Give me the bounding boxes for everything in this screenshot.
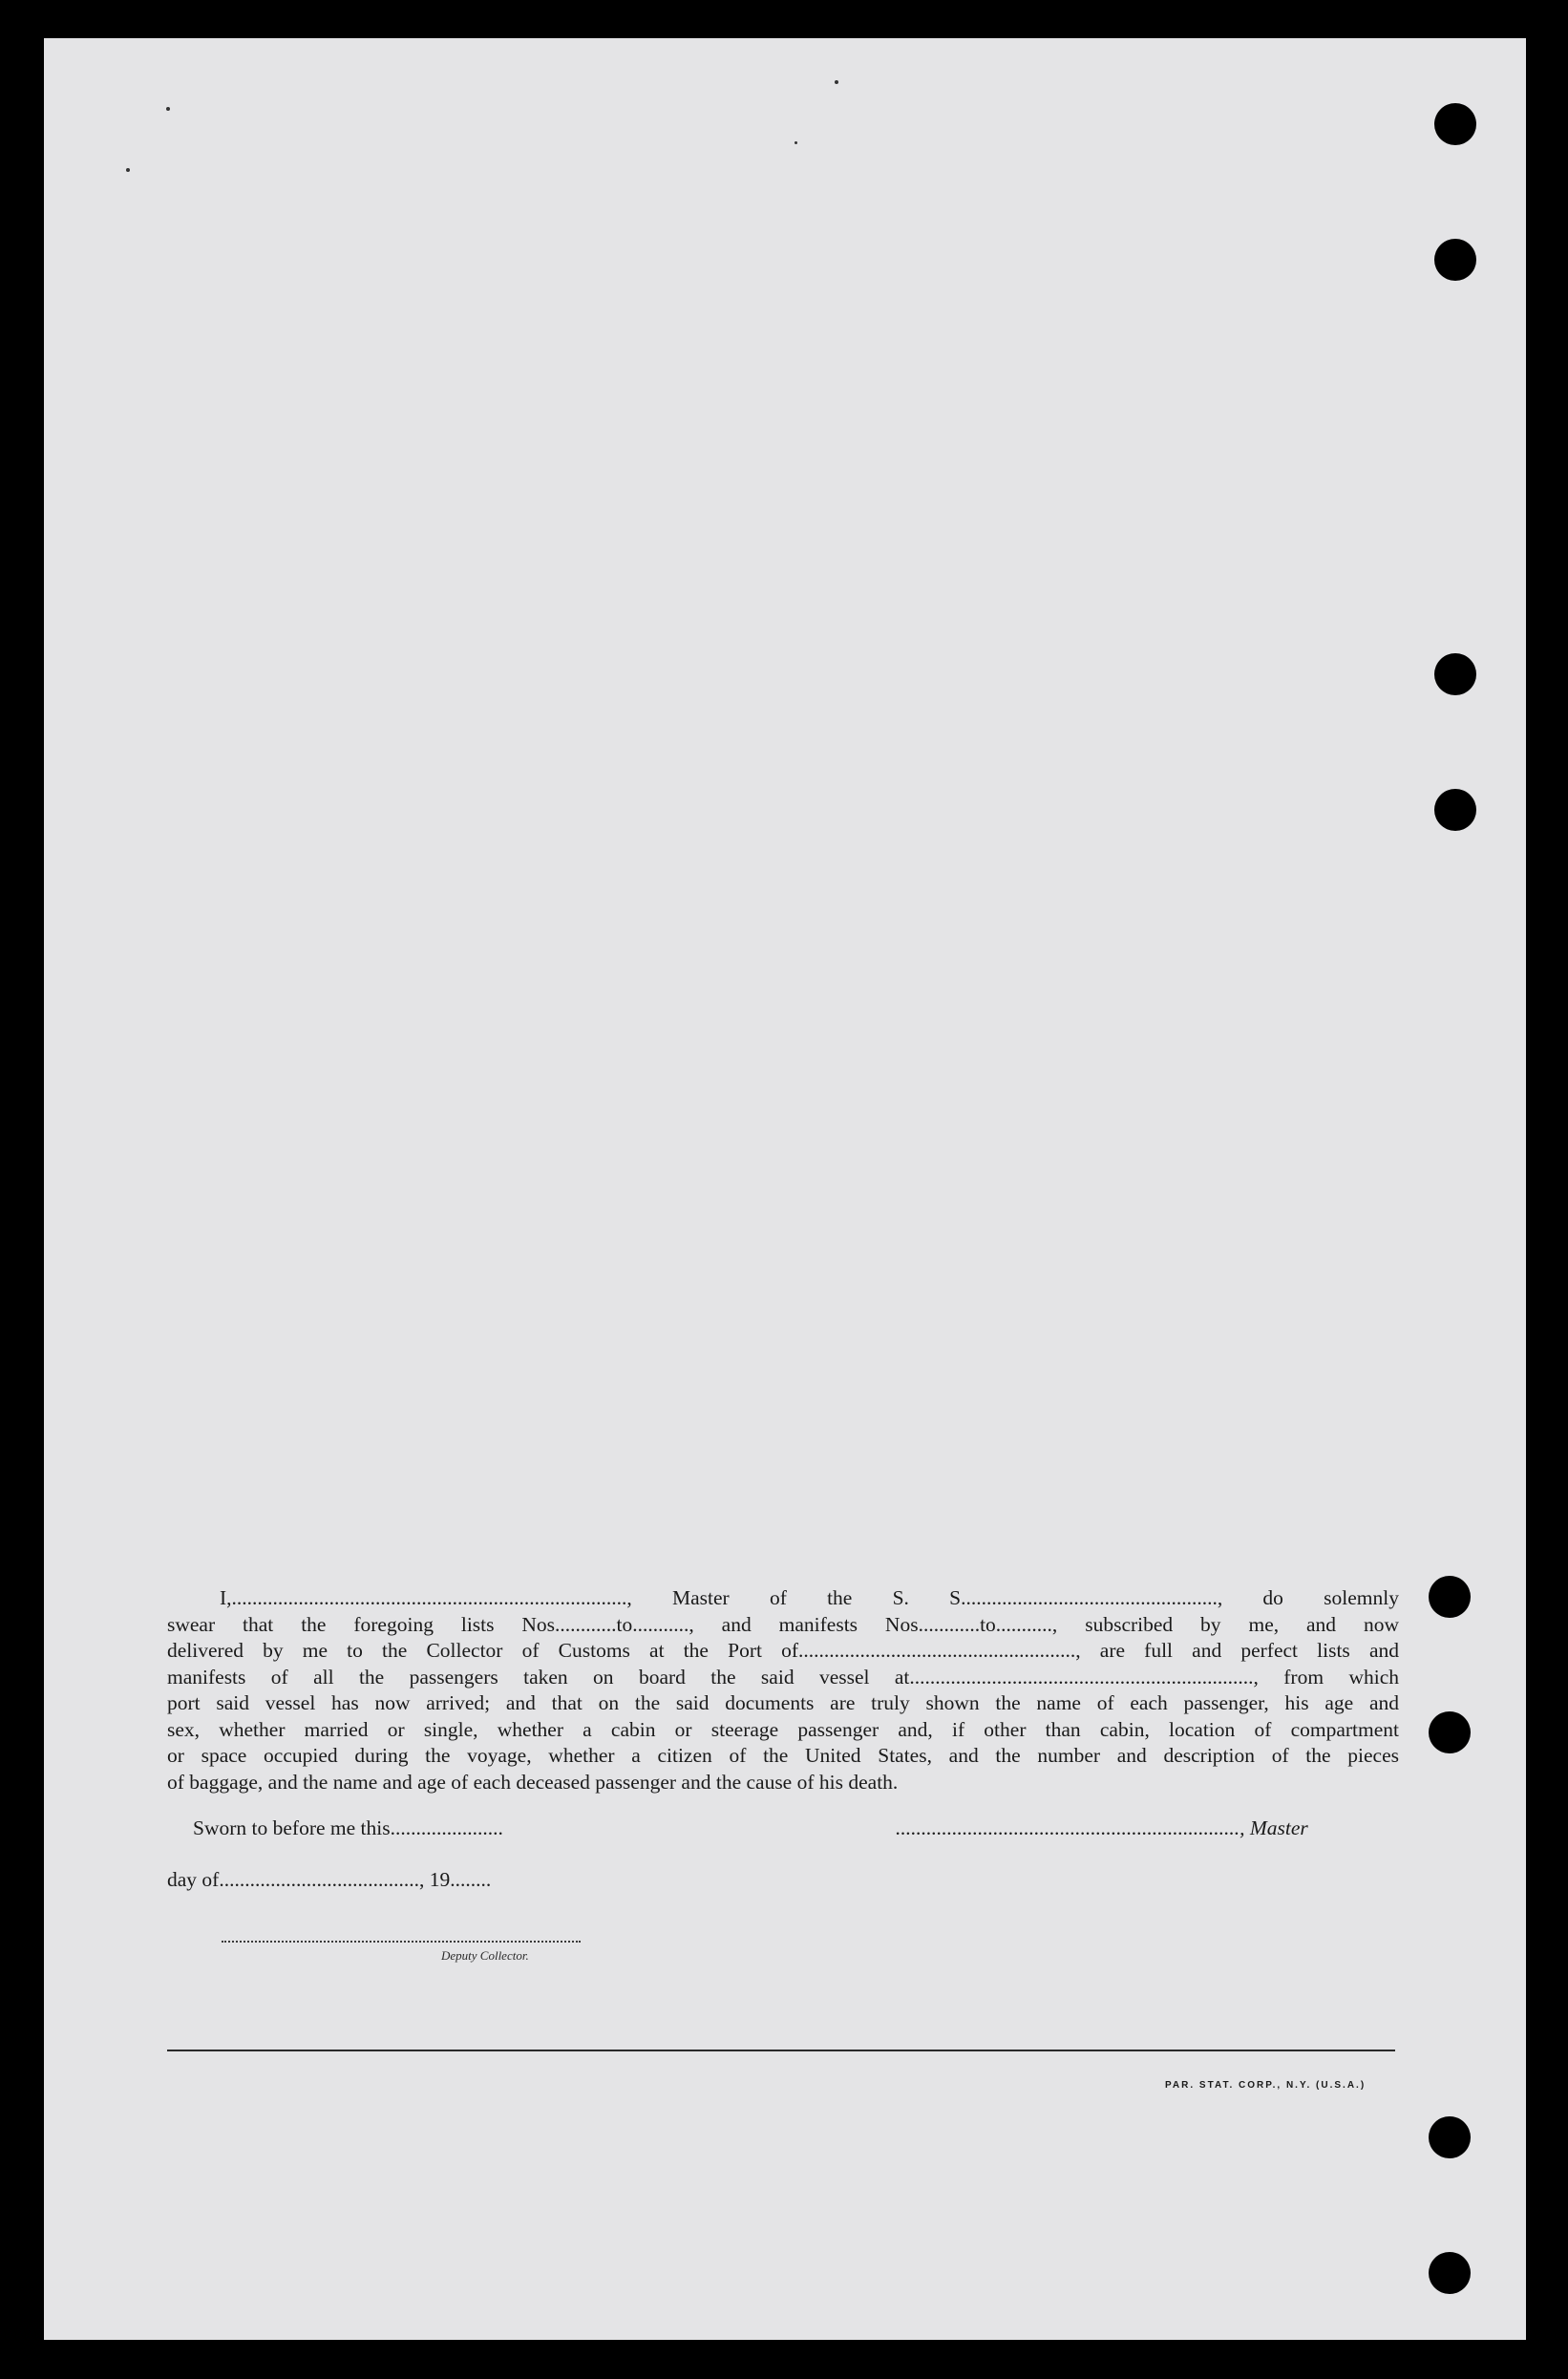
manifest-page bbox=[44, 38, 1526, 2340]
oath-line-3: delivered by me to the Collector of Customs at the Port of......................................................, are full and perfect lists and bbox=[167, 1639, 1399, 1662]
master-signature-line: ..................................................................., Master bbox=[896, 1816, 1308, 1839]
oath-line-5: port said vessel has now arrived; and that on the said documents are truly shown the name of each passenger, his age and bbox=[167, 1691, 1399, 1714]
oath-line-6: sex, whether married or single, whether a cabin or steerage passenger and, if other than cabin, location of compartment bbox=[167, 1717, 1399, 1741]
deputy-collector-label: Deputy Collector. bbox=[441, 1948, 529, 1963]
deputy-collector-line bbox=[222, 1941, 581, 1943]
oath-line-4: manifests of all the passengers taken on board the said vessel at..................................................................., from which bbox=[167, 1665, 1399, 1689]
punch-hole-6 bbox=[1429, 1711, 1471, 1753]
day-label: day of......................................., 19........ bbox=[167, 1868, 492, 1891]
speck bbox=[835, 80, 838, 84]
punch-hole-7 bbox=[1429, 2116, 1471, 2158]
punch-hole-4 bbox=[1434, 789, 1476, 831]
punch-hole-8 bbox=[1429, 2252, 1471, 2294]
sworn-label: Sworn to before me this...................... bbox=[193, 1816, 503, 1839]
oath-line-7: or space occupied during the voyage, whether a citizen of the United States, and the number and description of the pieces bbox=[167, 1744, 1399, 1767]
bottom-rule bbox=[167, 2050, 1395, 2051]
oath-line-1: I,............................................................................., Master of the S. S.................................................., do solemnly bbox=[220, 1586, 1399, 1609]
speck bbox=[795, 141, 797, 144]
speck bbox=[126, 168, 130, 172]
oath-paragraph bbox=[167, 1585, 1399, 1795]
oath-line-2: swear that the foregoing lists Nos............to..........., and manifests Nos............to..........., subscribed by me, and now bbox=[167, 1612, 1399, 1636]
punch-hole-2 bbox=[1434, 239, 1476, 281]
printer-imprint: PAR. STAT. CORP., N.Y. (U.S.A.) bbox=[1165, 2080, 1367, 2091]
punch-hole-5 bbox=[1429, 1576, 1471, 1618]
oath-line-8: of baggage, and the name and age of each deceased passenger and the cause of his death. bbox=[167, 1770, 899, 1794]
punch-hole-3 bbox=[1434, 653, 1476, 695]
punch-hole-1 bbox=[1434, 103, 1476, 145]
speck bbox=[166, 107, 170, 111]
